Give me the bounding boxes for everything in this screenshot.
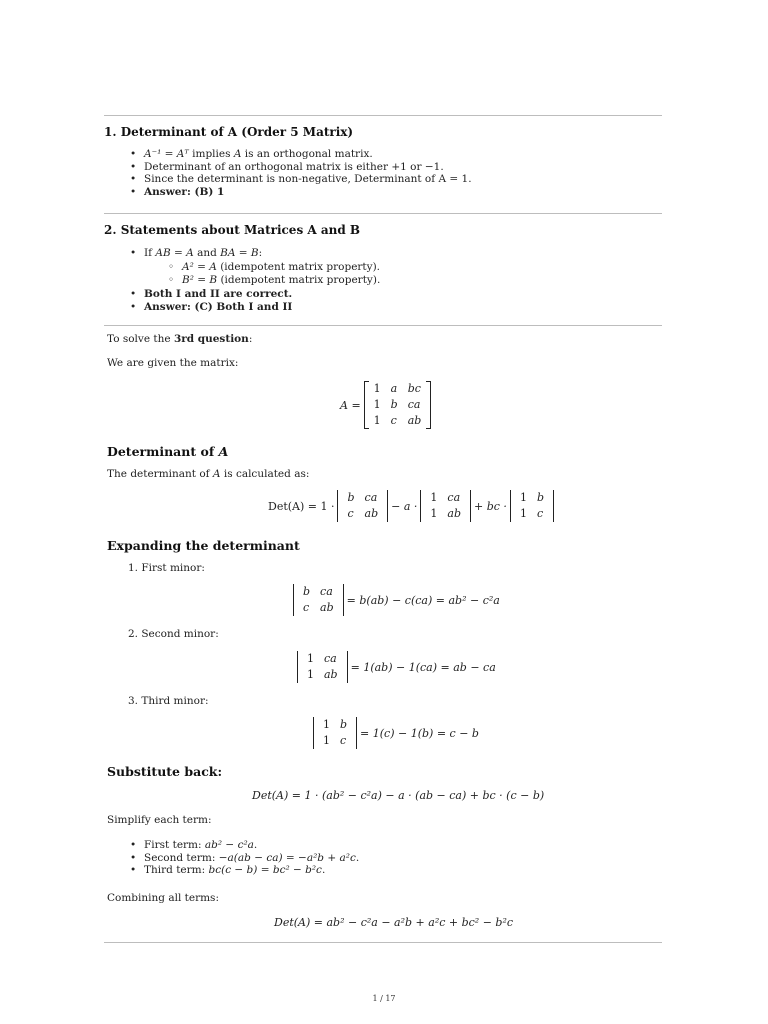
first-minor-equation [290,584,500,616]
minor-label: 3. Third minor: [128,695,209,707]
expanding-heading: Expanding the determinant [107,538,300,553]
minor-label: 1. First minor: [128,562,205,574]
third-minor-equation [310,717,479,749]
section-1-list [130,148,472,198]
determinant-expansion [268,490,557,522]
intro-text: To solve the 3rd question: [107,333,253,345]
list-item: • Both I and II are correct. [130,288,292,301]
section-2-sublist [168,261,380,286]
page-number: 1 / 17 [372,994,396,1003]
section-1-title: 1. Determinant of A (Order 5 Matrix) [104,125,354,139]
minor-matrix: b ca c ab [293,584,344,616]
minor-1-matrix: b ca c ab [337,490,388,522]
minor-2-matrix: 1 ca 1 ab [420,490,471,522]
det-operator: + bc · [474,499,507,513]
section-2-conclusion [130,288,292,313]
simplify-text: Simplify each term: [107,814,212,826]
matrix-lhs: A = [340,398,361,412]
answer-item: • Answer: (C) Both I and II [130,301,292,314]
list-item: • Third term: bc(c − b) = bc² − b²c. [130,864,359,877]
list-item: • Determinant of an orthogonal matrix is either +1 or −1. [130,161,472,174]
list-item: • A⁻¹ = Aᵀ implies A is an orthogonal matrix. [130,148,472,161]
matrix-a-equation [340,381,434,429]
det-lhs: Det(A) = 1 · [268,499,335,513]
determinant-heading: Determinant of A [107,444,229,459]
minor-matrix: 1 ca 1 ab [297,651,348,683]
minor-result: = 1(ab) − 1(ca) = ab − ca [350,660,496,674]
second-minor-equation [294,651,496,683]
final-equation [274,916,513,929]
combining-text: Combining all terms: [107,892,219,904]
list-item: • First term: ab² − c²a. [130,839,359,852]
list-item: • Since the determinant is non-negative, Determinant of A = 1. [130,173,472,186]
list-item: ◦ A² = A (idempotent matrix property). [168,261,380,274]
section-2-list [130,247,262,260]
terms-list [130,839,359,877]
divider [104,325,662,326]
divider [104,213,662,214]
divider [104,942,662,943]
substitution-equation [252,789,544,802]
minor-result: = 1(c) − 1(b) = c − b [360,726,479,740]
substitution-text: Det(A) = 1 · (ab² − c²a) − a · (ab − ca) + bc · (c − b) [252,789,545,802]
det-operator: − a · [391,499,418,513]
det-calc-text: The determinant of A is calculated as: [107,468,310,480]
list-item: • Second term: −a(ab − ca) = −a²b + a²c. [130,852,359,865]
answer-item: • Answer: (B) 1 [130,186,472,199]
minor-3-matrix: 1 b 1 c [510,490,554,522]
minor-label: 2. Second minor: [128,628,219,640]
final-result: Det(A) = ab² − c²a − a²b + a²c + bc² − b²c [274,916,514,929]
substitute-heading: Substitute back: [107,764,223,779]
given-text: We are given the matrix: [107,357,239,369]
divider [104,115,662,116]
list-item: ◦ B² = B (idempotent matrix property). [168,274,380,287]
list-item: • If AB = A and BA = B: [130,247,262,260]
minor-result: = b(ab) − c(ca) = ab² − c²a [346,593,500,607]
matrix-a: 1 a bc 1 b ca 1 c ab [364,381,432,429]
section-2-title: 2. Statements about Matrices A and B [104,223,361,237]
minor-matrix: 1 b 1 c [313,717,357,749]
